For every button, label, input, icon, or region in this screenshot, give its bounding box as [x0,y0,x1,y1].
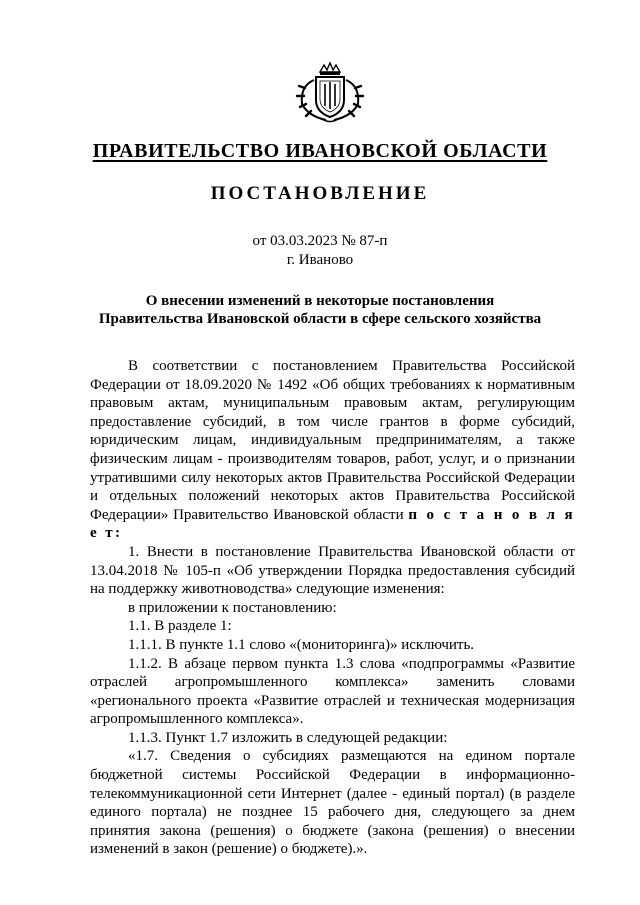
preamble-text: В соответствии с постановлением Правительства Российской Федерации от 18.09.2020 № 1492 «Об общих требованиях к нормативным правовым актам, муниципальным правовым актам, регулирующим предоставление субсидий, в том числе грантов в форме субсидий, юридическим лицам, индивидуальным предпринимателям, а также физическим лицам - производителям товаров, работ, услуг, и о признании утратившими силу некоторых актов Правительства Российской Федерации и отдельных положений некоторых актов Правительства Российской Федерации» Правительство Ивановской области [90,358,575,523]
coat-of-arms-icon [292,60,368,124]
date-number: от 03.03.2023 № 87-п [252,233,388,249]
paragraph-6: 1.1.3. Пункт 1.7 изложить в следующей редакции: [128,729,448,746]
document-subject [60,292,580,328]
paragraph-7: «1.7. Сведения о субсидиях размещаются на едином портале бюджетной системы Российской Федерации в информационно-телекоммуникационной сети Интернет (далее - единый портал) (в разделе единого портала) не позднее 15 рабочего дня, следующего за днем принятия закона (решения) о бюджете (закона (решения) о внесении изменений в закон (решение) о бюджете).». [90,748,575,858]
city: г. Иваново [286,252,354,268]
paragraph-2: в приложении к постановлению: [128,599,337,616]
paragraph-1: 1. Внести в постановление Правительства Ивановской области от 13.04.2018 № 105-п «Об утверждении Порядка предоставления субсидий на поддержку животноводства» следующие изменения: [90,543,575,598]
decree-word: п о с т а н о в л я е т: [90,506,576,542]
subject-line-2: Правительства Ивановской области в сфере сельского хозяйства [98,311,542,327]
paragraph-5: 1.1.2. В абзаце первом пункта 1.3 слова «подпрограммы «Развитие отраслей агропромышленного комплекса» заменить словами «регионального проекта «Развитие отраслей и техническая модернизация агропромышленного комплекса». [90,655,575,728]
government-title: ПРАВИТЕЛЬСТВО ИВАНОВСКОЙ ОБЛАСТИ [92,140,548,162]
document-body [90,357,575,859]
paragraph-4: 1.1.1. В пункте 1.1 слово «(мониторинга)» исключить. [128,636,475,653]
subject-line-1: О внесении изменений в некоторые постановления [145,293,495,309]
preamble-paragraph [90,357,575,543]
document-type: ПОСТАНОВЛЕНИЕ [210,183,430,204]
paragraph-3: 1.1. В разделе 1: [128,618,232,635]
